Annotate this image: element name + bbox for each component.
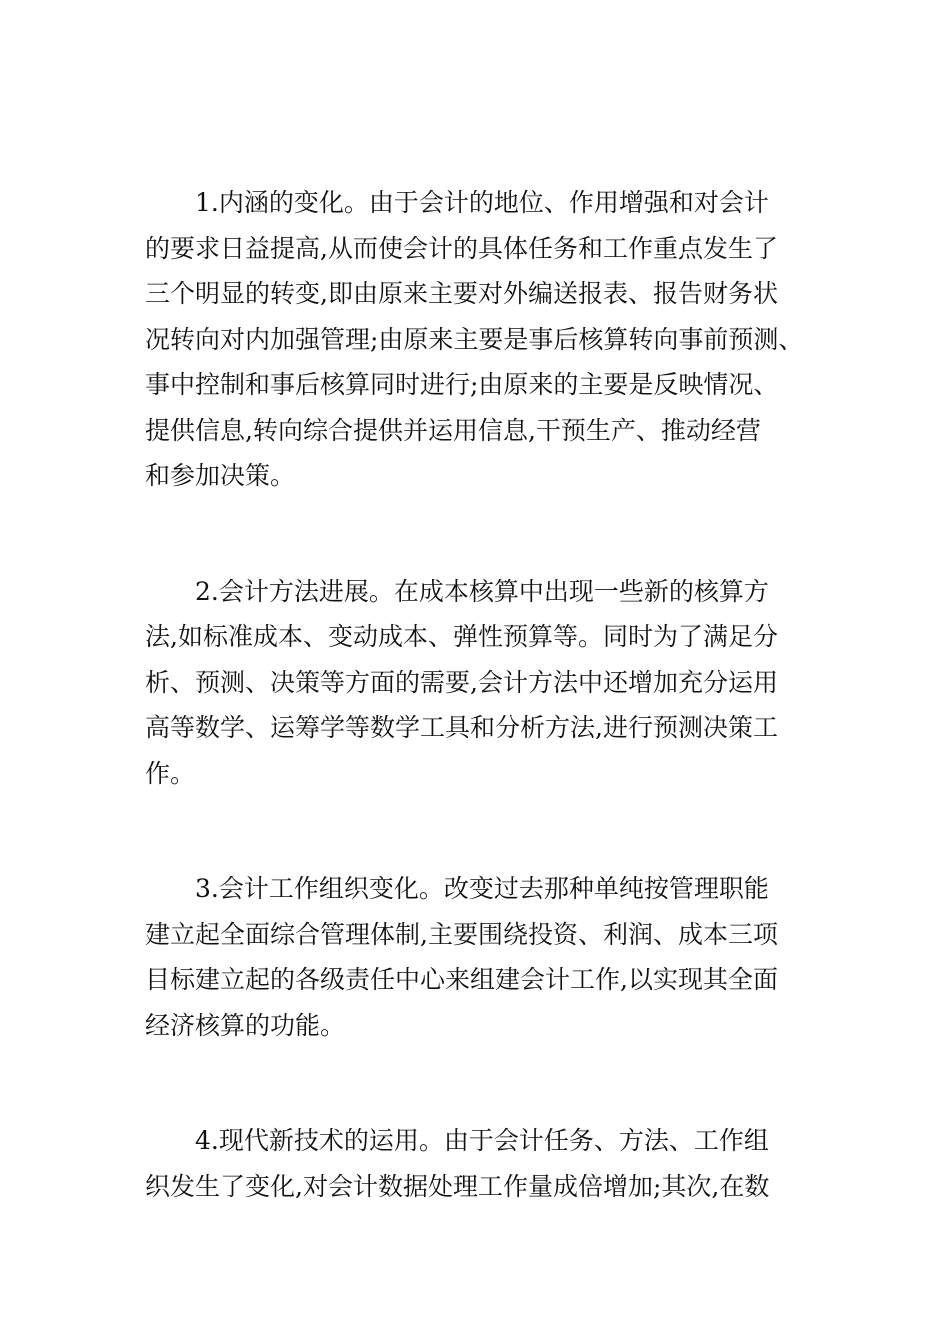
paragraph-3 <box>145 866 810 1048</box>
paragraph-line: 3.会计工作组织变化。改变过去那种单纯按管理职能 <box>195 874 769 903</box>
paragraph-gap <box>145 796 810 866</box>
paragraph-line: 提供信息,转向综合提供并运用信息,干预生产、推动经营 <box>145 415 761 445</box>
paragraph-line: 况转向对内加强管理;由原来主要是事后核算转向事前预测、 <box>145 324 804 354</box>
paragraph-line: 1.内涵的变化。由于会计的地位、作用增强和对会计 <box>195 188 769 217</box>
paragraph-line: 和参加决策。 <box>145 461 296 490</box>
paragraph-line: 三个明显的转变,即由原来主要对外编送报表、报告财务状 <box>145 279 778 308</box>
paragraph-line: 经济核算的功能。 <box>145 1010 346 1040</box>
paragraph-line: 目标建立起的各级责任中心来组建会计工作,以实现其全面 <box>145 965 778 994</box>
paragraph-line: 4.现代新技术的运用。由于会计任务、方法、工作组 <box>195 1126 769 1155</box>
paragraph-gap <box>145 499 810 569</box>
paragraph-line: 织发生了变化,对会计数据处理工作量成倍增加;其次,在数 <box>145 1171 770 1201</box>
paragraph-1 <box>145 180 810 499</box>
paragraph-line: 析、预测、决策等方面的需要,会计方法中还增加充分运用 <box>145 667 778 697</box>
paragraph-line: 高等数学、运筹学等数学工具和分析方法,进行预测决策工 <box>145 713 778 742</box>
paragraph-line: 建立起全面综合管理体制,主要围绕投资、利润、成本三项 <box>145 919 778 949</box>
paragraph-line: 的要求日益提高,从而使会计的具体任务和工作重点发生了 <box>145 233 778 263</box>
paragraph-line: 法,如标准成本、变动成本、弹性预算等。同时为了满足分 <box>145 622 778 651</box>
paragraph-line: 事中控制和事后核算同时进行;由原来的主要是反映情况、 <box>145 370 779 399</box>
paragraph-line: 2.会计方法进展。在成本核算中出现一些新的核算方 <box>195 576 769 606</box>
paragraph-gap <box>145 1048 810 1118</box>
paragraph-line: 作。 <box>145 758 196 788</box>
paragraph-4 <box>145 1118 810 1209</box>
document-body <box>145 180 810 1209</box>
paragraph-2 <box>145 569 810 797</box>
